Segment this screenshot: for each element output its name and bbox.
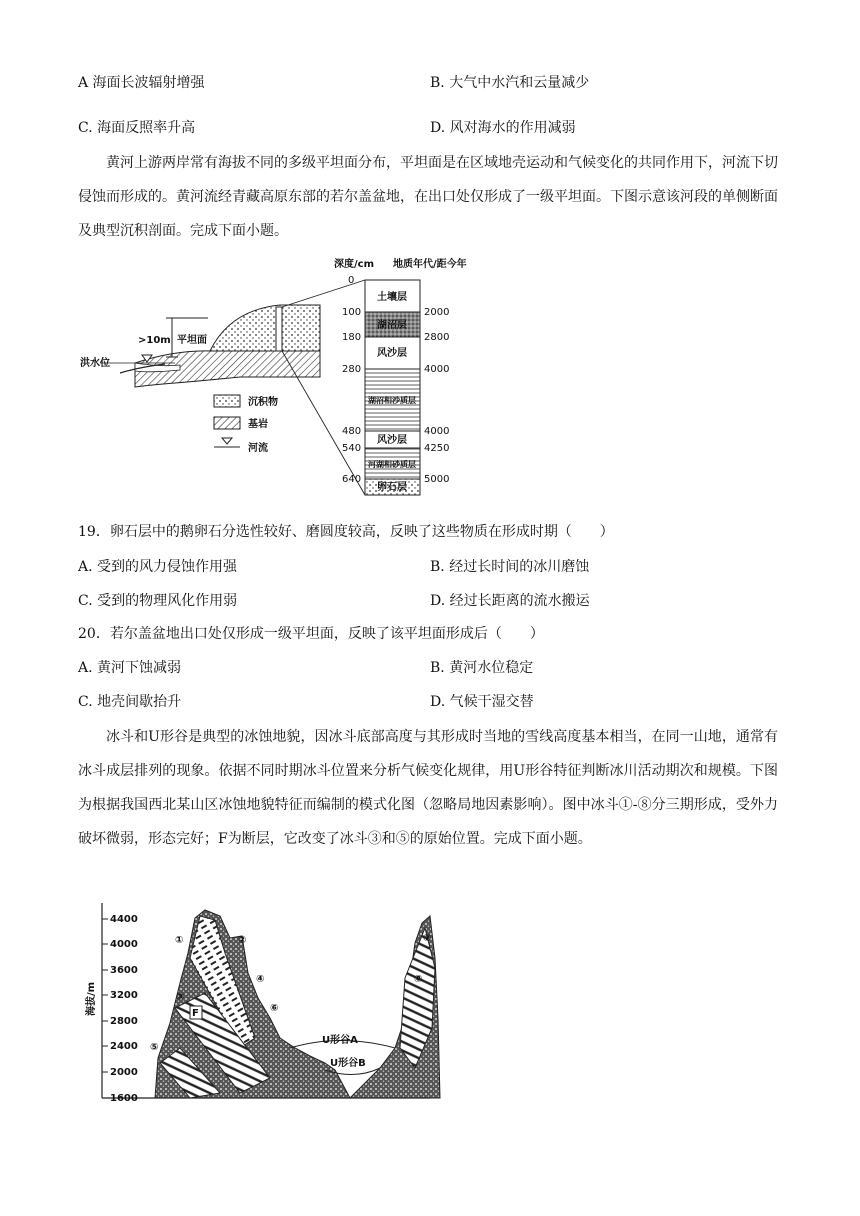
svg-text:3600: 3600 [110, 965, 138, 976]
svg-text:2400: 2400 [110, 1041, 138, 1052]
q20-option-d: D. 气候干湿交替 [430, 694, 534, 710]
svg-text:2000: 2000 [110, 1067, 138, 1078]
svg-text:2800: 2800 [424, 332, 450, 343]
y-axis-ticks [102, 914, 138, 1103]
svg-text:⑤: ⑤ [150, 1042, 159, 1053]
q20-option-c: C. 地壳间歇抬升 [78, 694, 182, 710]
svg-text:基岩: 基岩 [248, 419, 268, 430]
sediment-column [365, 280, 420, 495]
layer-lake-1: 湖沼层 [377, 320, 407, 331]
svg-text:4000: 4000 [424, 426, 450, 437]
svg-text:4250: 4250 [424, 443, 450, 454]
u-valley-a-label: U形谷A [322, 1035, 358, 1046]
svg-text:0: 0 [348, 275, 355, 286]
svg-text:3200: 3200 [110, 990, 138, 1001]
depth-ticks [342, 275, 361, 485]
q19-stem: 19．卵石层中的鹅卵石分选性较好、磨圆度较高，反映了这些物质在形成时期（ ） [78, 524, 614, 540]
flood-level-label: 洪水位 [80, 358, 110, 369]
svg-text:②: ② [238, 935, 247, 946]
layer-fluvial-sand: 河湖相砂质层 [368, 460, 416, 469]
legend [214, 395, 278, 454]
svg-text:5000: 5000 [424, 474, 450, 485]
q18-option-c: C. 海面反照率升高 [78, 120, 196, 136]
q20-stem: 20．若尔盖盆地出口处仅形成一级平坦面，反映了该平坦面形成后（ ） [78, 626, 544, 642]
layer-soil: 土壤层 [377, 292, 407, 303]
age-axis-label: 地质年代/距今年 [393, 259, 467, 270]
q19-option-c: C. 受到的物理风化作用弱 [78, 593, 238, 609]
svg-text:4000: 4000 [424, 364, 450, 375]
svg-text:280: 280 [342, 364, 362, 375]
svg-text:1600: 1600 [110, 1093, 138, 1103]
height-label: >10m [138, 335, 171, 346]
svg-text:4000: 4000 [110, 939, 138, 950]
layer-aeolian-1: 风沙层 [377, 348, 407, 359]
svg-text:640: 640 [342, 474, 362, 485]
passage-yellow-river: 黄河上游两岸常有海拔不同的多级平坦面分布，平坦面是在区域地壳运动和气候变化的共同作用下，河流下切侵蚀而形成的。黄河流经青藏高原东部的若尔盖盆地，在出口处仅形成了一级平坦面。下图示意该河段的单侧断面及典型沉积剖面。完成下面小题。 [78, 155, 778, 239]
svg-text:4400: 4400 [110, 914, 138, 925]
passage-glacial: 冰斗和U形谷是典型的冰蚀地貌，因冰斗底部高度与其形成时当地的雪线高度基本相当，在同一山地，通常有冰斗成层排列的现象。依据不同时期冰斗位置来分析气候变化规律，用U形谷特征判断冰川活动期次和规模。下图为根据我国西北某山区冰蚀地貌特征而编制的模式化图（忽略局地因素影响）。图中冰斗①-⑧分三期形成，受外力破坏微弱，形态完好；F为断层，它改变了冰斗③和⑤的原始位置。完成下面小题。 [78, 729, 778, 847]
svg-text:①: ① [175, 935, 184, 946]
svg-text:480: 480 [342, 426, 362, 437]
svg-text:河流: 河流 [248, 443, 268, 454]
svg-text:540: 540 [342, 443, 362, 454]
q19-option-a: A. 受到的风力侵蚀作用强 [78, 559, 238, 575]
svg-text:③: ③ [176, 992, 185, 1003]
layer-gravel: 卵石层 [377, 482, 407, 493]
depth-axis-label: 深度/cm [334, 259, 374, 270]
q20-option-b: B. 黄河水位稳定 [430, 660, 534, 676]
svg-text:⑧: ⑧ [414, 974, 423, 985]
u-valley-b-label: U形谷B [330, 1058, 366, 1069]
figure-river-section [80, 255, 490, 500]
platform-label: 平坦面 [177, 335, 207, 346]
q18-option-a: A 海面长波辐射增强 [78, 75, 205, 91]
svg-text:100: 100 [342, 307, 362, 318]
svg-text:⑦: ⑦ [423, 933, 432, 944]
layer-lake-sand: 湖沼相沙质层 [368, 396, 416, 405]
svg-text:2000: 2000 [424, 307, 450, 318]
layer-aeolian-2: 风沙层 [377, 435, 407, 446]
q18-option-b: B. 大气中水汽和云量减少 [430, 75, 590, 91]
svg-text:⑥: ⑥ [270, 1003, 279, 1014]
fault-label: F [192, 1008, 199, 1019]
q19-option-b: B. 经过长时间的冰川磨蚀 [430, 559, 590, 575]
y-axis-label: 海拔/m [86, 981, 97, 1016]
svg-text:2800: 2800 [110, 1016, 138, 1027]
svg-text:④: ④ [256, 974, 265, 985]
q18-option-d: D. 风对海水的作用减弱 [430, 120, 576, 136]
q19-option-d: D. 经过长距离的流水搬运 [430, 593, 590, 609]
age-ticks [424, 307, 449, 485]
figure-glacial-landform [80, 898, 470, 1103]
svg-text:180: 180 [342, 332, 362, 343]
svg-text:沉积物: 沉积物 [248, 397, 278, 408]
q20-option-a: A. 黄河下蚀减弱 [78, 660, 182, 676]
